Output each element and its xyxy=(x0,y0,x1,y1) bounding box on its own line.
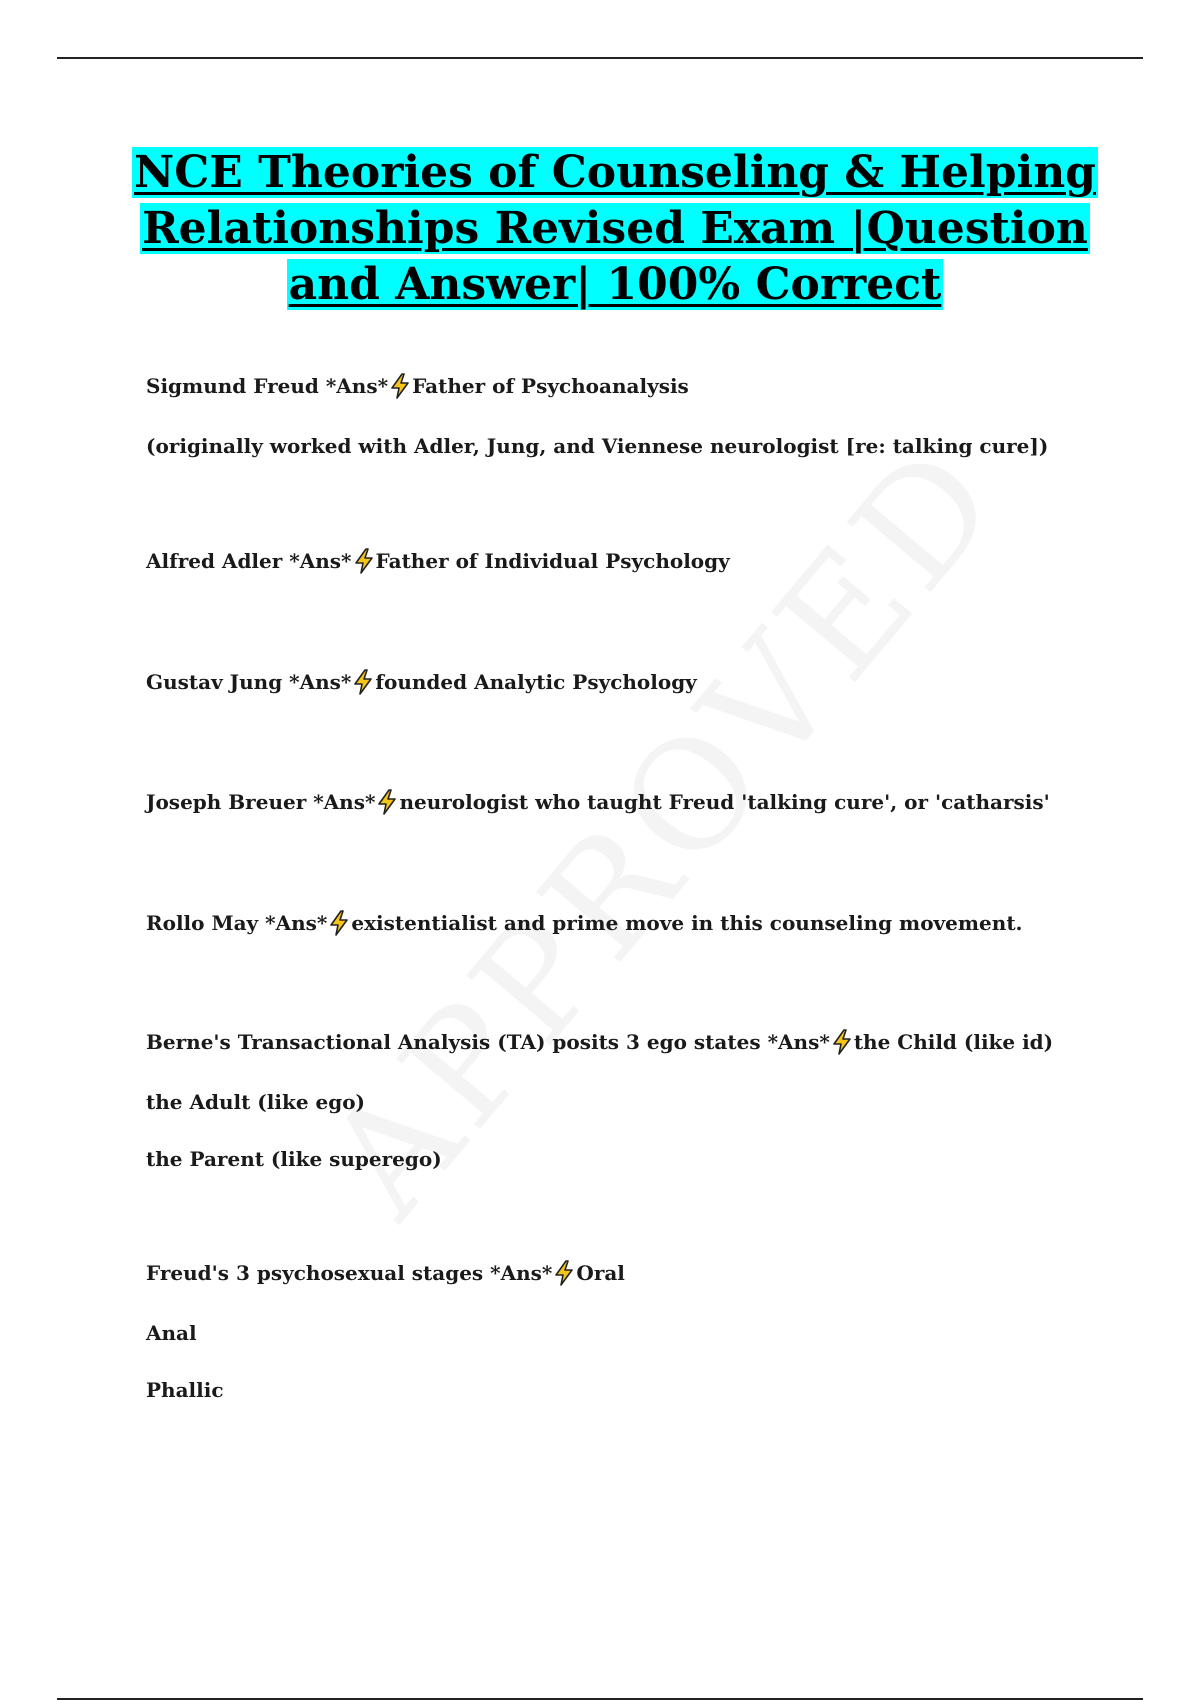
answer-text: founded Analytic Psychology xyxy=(375,670,697,694)
question-text: Freud's 3 psychosexual stages *Ans* xyxy=(146,1261,553,1285)
qa-entry-1-line-1 xyxy=(146,372,689,400)
answer-continuation: the Parent (like superego) xyxy=(146,1147,442,1171)
answer-text: Father of Individual Psychology xyxy=(375,549,730,573)
qa-entry-6-line-2 xyxy=(146,1088,365,1116)
lightning-bolt-icon xyxy=(352,669,374,695)
lightning-bolt-icon xyxy=(831,1029,853,1055)
question-text: Rollo May *Ans* xyxy=(146,911,328,935)
answer-text: Oral xyxy=(576,1261,625,1285)
lightning-bolt-icon xyxy=(389,373,411,399)
qa-entry-7-line-1 xyxy=(146,1259,625,1287)
lightning-bolt-icon xyxy=(376,789,398,815)
top-rule xyxy=(57,57,1143,59)
answer-text: Father of Psychoanalysis xyxy=(412,374,689,398)
qa-entry-7-line-3 xyxy=(146,1376,224,1404)
answer-text: existentialist and prime move in this counseling movement. xyxy=(351,911,1023,935)
qa-entry-3-line-1 xyxy=(146,668,697,696)
answer-continuation: Anal xyxy=(146,1321,197,1345)
qa-entry-7-line-2 xyxy=(146,1319,197,1347)
lightning-bolt-icon xyxy=(353,548,375,574)
answer-continuation: (originally worked with Adler, Jung, and Viennese neurologist [re: talking cure]) xyxy=(146,434,1049,458)
answer-continuation: the Adult (like ego) xyxy=(146,1090,366,1114)
lightning-bolt-icon xyxy=(553,1260,575,1286)
document-title xyxy=(120,145,1110,313)
qa-entry-6-line-1 xyxy=(146,1028,1053,1056)
qa-entry-2-line-1 xyxy=(146,547,730,575)
qa-entry-5-line-1 xyxy=(146,909,1023,937)
question-text: Sigmund Freud *Ans* xyxy=(146,374,389,398)
question-text: Alfred Adler *Ans* xyxy=(146,549,352,573)
qa-entry-4-line-1 xyxy=(146,788,1050,816)
question-text: Berne's Transactional Analysis (TA) posits 3 ego states *Ans* xyxy=(146,1030,830,1054)
answer-text: neurologist who taught Freud 'talking cure', or 'catharsis' xyxy=(399,790,1050,814)
answer-text: the Child (like id) xyxy=(853,1030,1054,1054)
qa-entry-1-line-2 xyxy=(146,432,1048,460)
lightning-bolt-icon xyxy=(328,910,350,936)
question-text: Joseph Breuer *Ans* xyxy=(146,790,376,814)
qa-entry-6-line-3 xyxy=(146,1145,442,1173)
question-text: Gustav Jung *Ans* xyxy=(146,670,352,694)
answer-continuation: Phallic xyxy=(146,1378,224,1402)
title-highlight: NCE Theories of Counseling & Helping Relationships Revised Exam |Question and Answer| 100% Correct xyxy=(134,147,1096,310)
